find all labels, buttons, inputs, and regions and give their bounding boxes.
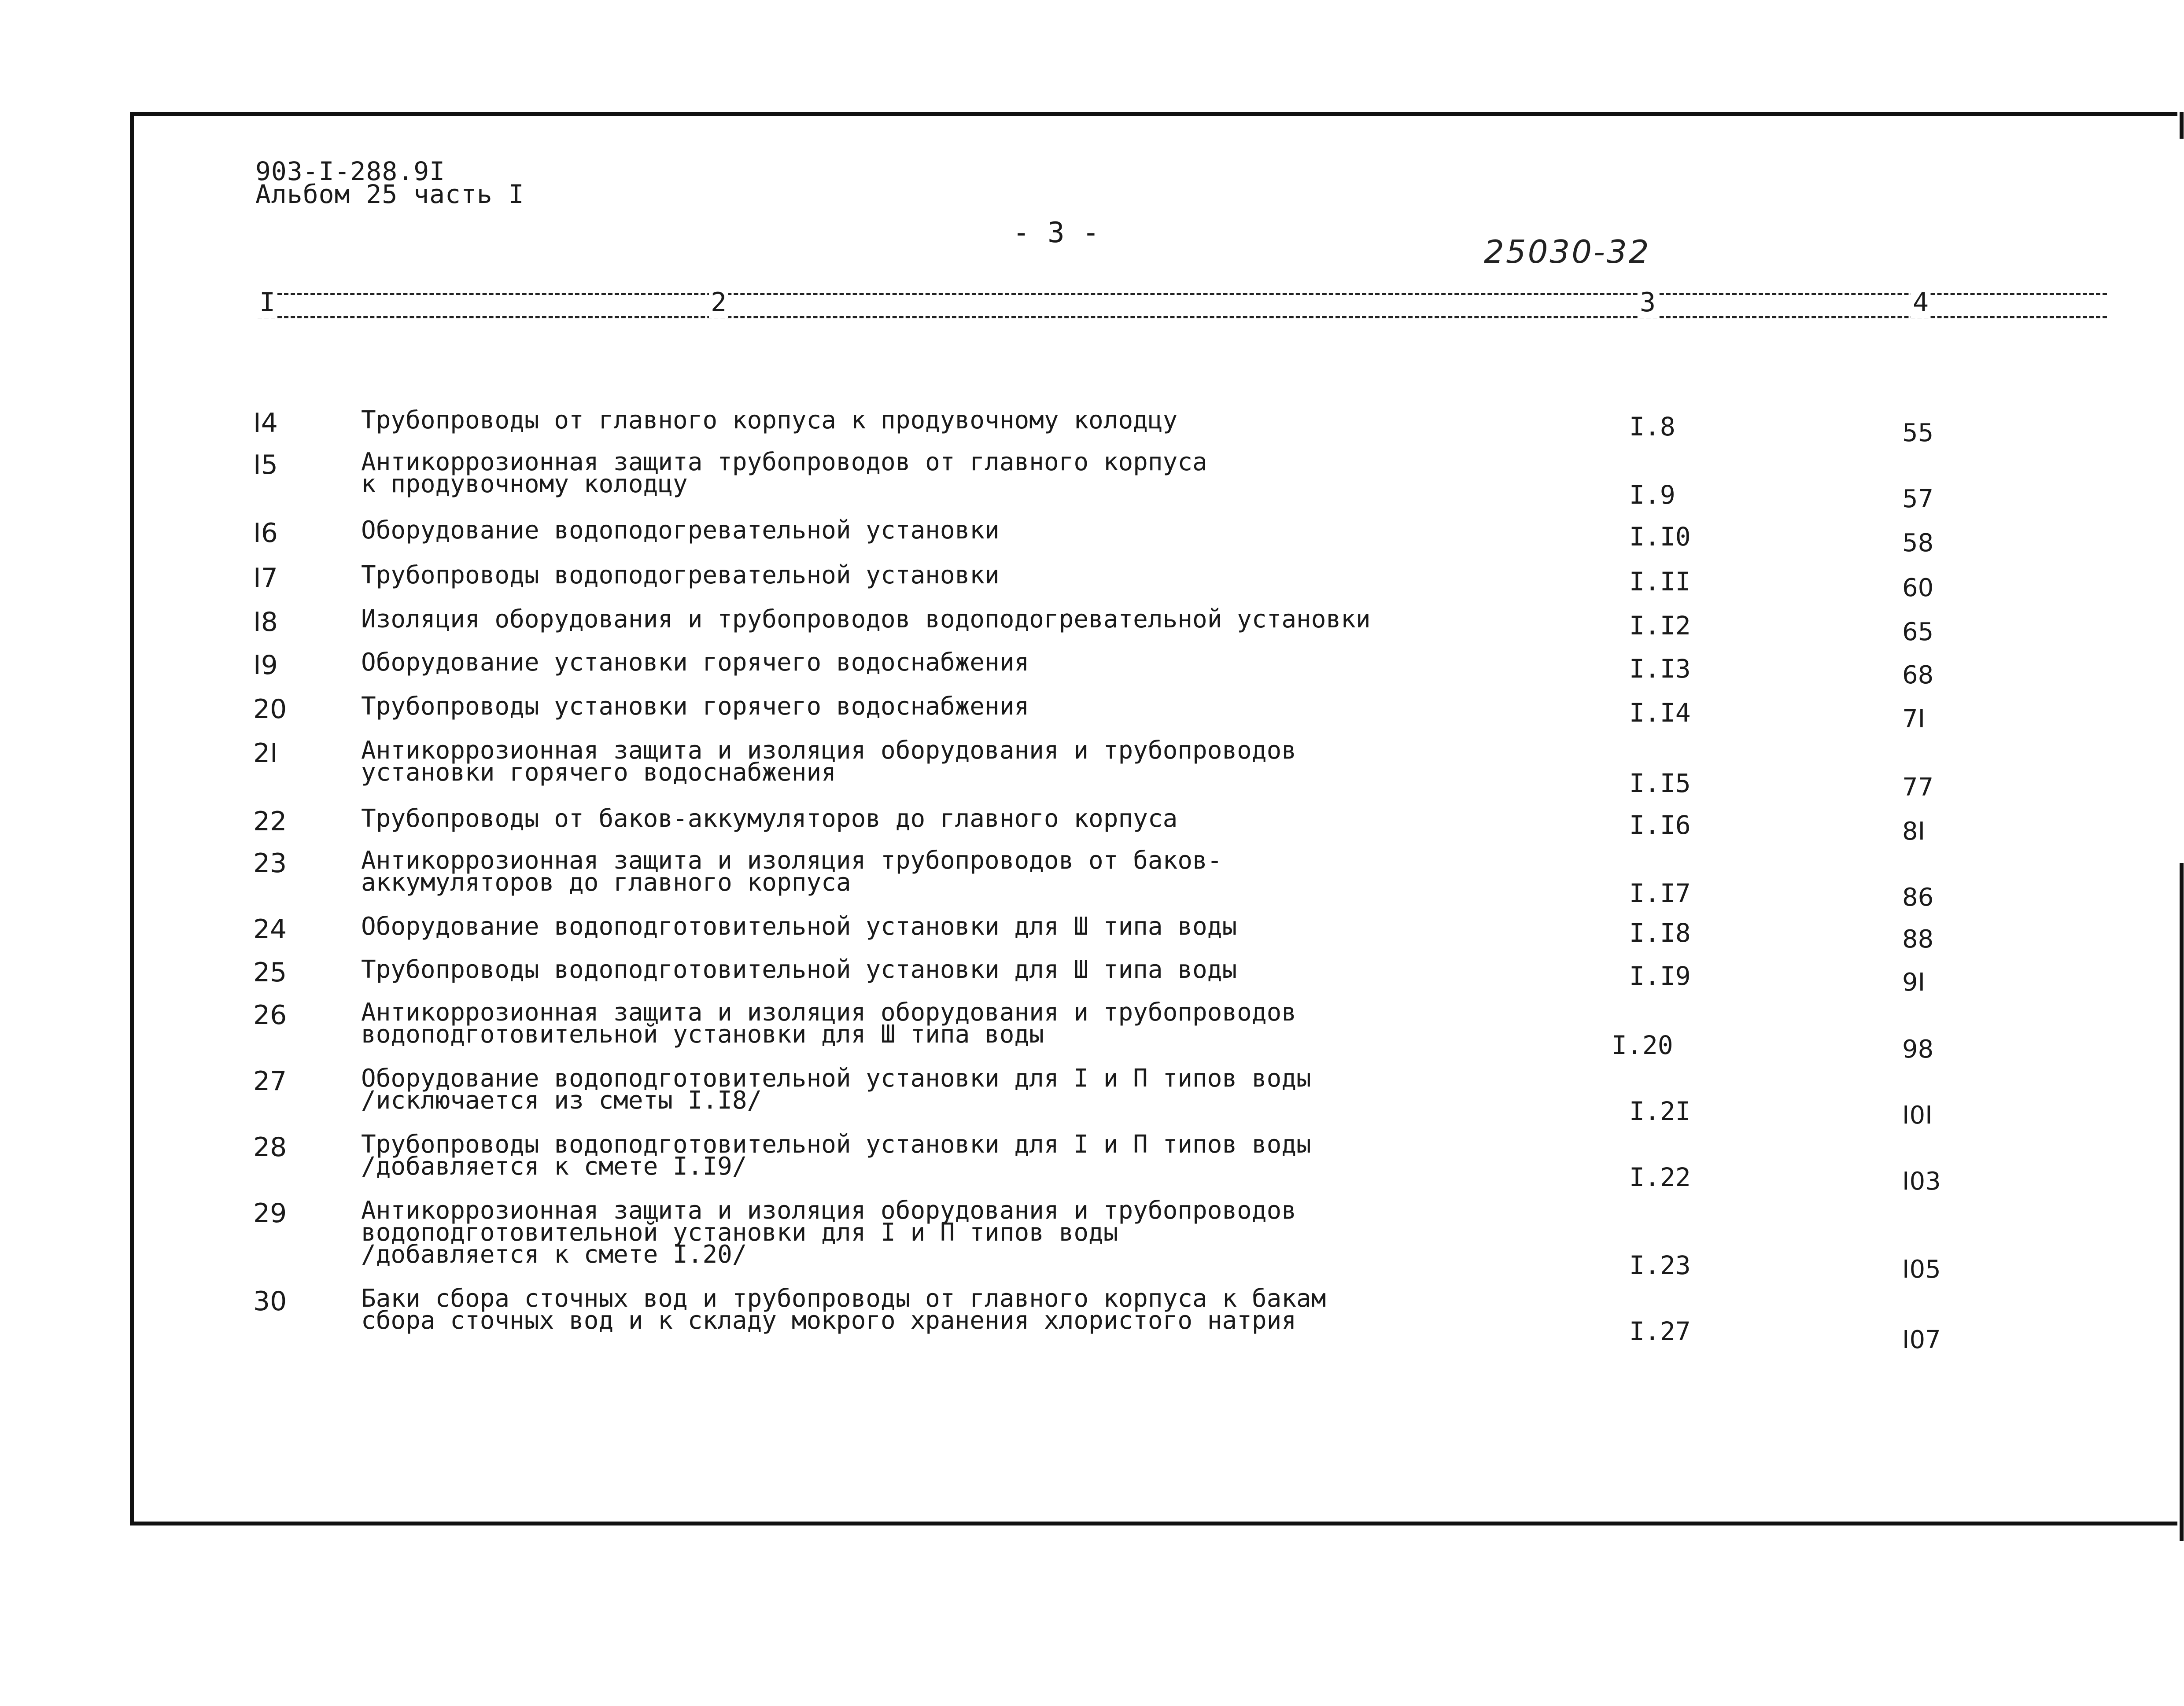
row-page: 77 [1902, 773, 1934, 802]
row-number: 25 [253, 957, 287, 988]
row-title: Трубопроводы от баков-аккумуляторов до главного корпуса [361, 804, 1178, 833]
row-number: 28 [253, 1132, 287, 1163]
row-sheet: I.I6 [1629, 810, 1691, 840]
row-title: Трубопроводы водоподготовительной установки для I и П типов воды /добавляется к смете I.I9/ [361, 1130, 1311, 1181]
row-page: 86 [1902, 883, 1934, 912]
row-page: 68 [1902, 661, 1934, 689]
row-number: 26 [253, 1000, 287, 1031]
row-sheet: I.2I [1629, 1096, 1691, 1126]
row-page: I0I [1902, 1101, 1933, 1130]
row-page: 8I [1902, 817, 1926, 846]
column-number: I [258, 287, 277, 318]
row-sheet: I.II [1629, 567, 1691, 597]
row-sheet: I.8 [1629, 412, 1675, 442]
row-title: Антикоррозионная защита и изоляция оборудования и трубопроводов водоподготовительной установки для Ш типа воды [361, 998, 1297, 1049]
row-sheet: I.I4 [1629, 698, 1691, 728]
row-number: 24 [253, 914, 287, 945]
row-page: 65 [1902, 618, 1934, 646]
row-page: 60 [1902, 574, 1934, 602]
row-sheet: I.23 [1629, 1250, 1691, 1280]
row-number: 29 [253, 1198, 287, 1229]
row-number: I7 [253, 563, 278, 593]
row-number: I4 [253, 408, 278, 438]
handwritten-code: 25030-32 [1484, 233, 1651, 270]
row-page: 7I [1902, 705, 1926, 733]
row-title: Антикоррозионная защита трубопроводов от главного корпуса к продувочному колодцу [361, 448, 1207, 498]
row-title: Оборудование водоподготовительной установки для Ш типа воды [361, 912, 1237, 941]
row-title: Трубопроводы от главного корпуса к продувочному колодцу [361, 406, 1178, 435]
row-page: 98 [1902, 1035, 1934, 1064]
row-sheet: I.20 [1612, 1030, 1673, 1060]
row-title: Трубопроводы установки горячего водоснабжения [361, 692, 1029, 721]
row-title: Трубопроводы водоподогревательной установки [361, 561, 1000, 590]
row-page: 9I [1902, 968, 1926, 997]
row-number: 2I [253, 738, 278, 769]
row-sheet: I.I8 [1629, 918, 1691, 948]
row-title: Оборудование водоподготовительной установки для I и П типов воды /исключается из сметы I.I8/ [361, 1064, 1311, 1115]
row-number: I8 [253, 607, 278, 637]
row-page: I03 [1902, 1167, 1941, 1196]
row-title: Трубопроводы водоподготовительной установки для Ш типа воды [361, 955, 1237, 984]
row-title: Антикоррозионная защита и изоляция трубопроводов от баков- аккумуляторов до главного корпуса [361, 846, 1222, 897]
row-sheet: I.27 [1629, 1316, 1691, 1346]
row-page: 55 [1902, 419, 1934, 447]
frame-edge [2180, 863, 2184, 1541]
row-number: I6 [253, 518, 278, 549]
row-title: Антикоррозионная защита и изоляция оборудования и трубопроводов водоподготовительной установки для I и П типов воды /добавляется к смете I.20/ [361, 1196, 1297, 1269]
page-number: - 3 - [1013, 217, 1100, 249]
row-number: I5 [253, 450, 278, 480]
row-sheet: I.9 [1629, 480, 1675, 510]
row-page: 58 [1902, 529, 1934, 557]
row-number: 20 [253, 694, 287, 725]
row-sheet: I.I9 [1629, 961, 1691, 991]
row-sheet: I.I3 [1629, 654, 1691, 684]
row-title: Антикоррозионная защита и изоляция оборудования и трубопроводов установки горячего водоснабжения [361, 736, 1297, 787]
row-number: 22 [253, 806, 287, 837]
row-sheet: I.I2 [1629, 611, 1691, 641]
column-number: 4 [1911, 287, 1930, 318]
column-rule [258, 293, 2107, 295]
row-title: Баки сбора сточных вод и трубопроводы от главного корпуса к бакам сбора сточных вод и к складу мокрого хранения хлористого натрия [361, 1284, 1326, 1335]
row-sheet: I.I7 [1629, 878, 1691, 908]
column-rule [258, 316, 2107, 318]
column-number: 2 [709, 287, 728, 318]
row-number: 30 [253, 1286, 287, 1317]
row-page: 57 [1902, 485, 1934, 513]
frame-edge [2180, 112, 2184, 139]
row-number: 23 [253, 848, 287, 879]
row-number: 27 [253, 1066, 287, 1097]
row-sheet: I.22 [1629, 1162, 1691, 1192]
row-sheet: I.I5 [1629, 768, 1691, 798]
row-title: Изоляция оборудования и трубопроводов водоподогревательной установки [361, 605, 1371, 634]
row-title: Оборудование установки горячего водоснабжения [361, 648, 1029, 677]
row-sheet: I.I0 [1629, 522, 1691, 552]
row-number: I9 [253, 650, 278, 681]
doc-code: 903-I-288.9I [255, 156, 446, 186]
album-label: Альбом 25 часть I [255, 179, 524, 209]
row-title: Оборудование водоподогревательной установки [361, 516, 1000, 545]
row-page: I07 [1902, 1326, 1941, 1354]
row-page: I05 [1902, 1255, 1941, 1284]
column-number: 3 [1638, 287, 1657, 318]
row-page: 88 [1902, 925, 1934, 954]
